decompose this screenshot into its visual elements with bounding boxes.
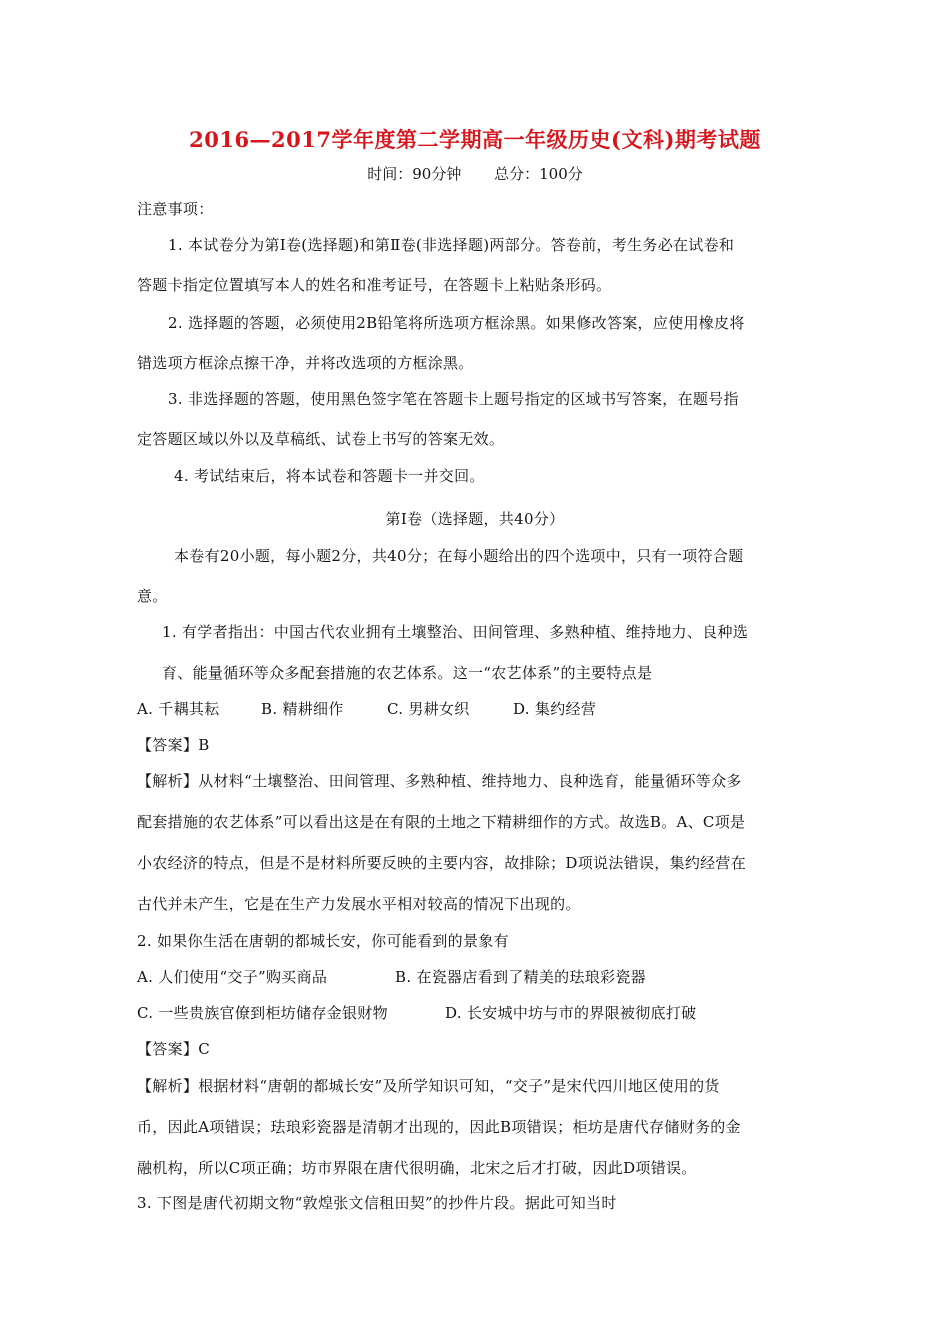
- q2-option-d: D. 长安城中坊与市的界限被彻底打破: [445, 1004, 697, 1022]
- q1-analysis-line-4: 古代并未产生，它是在生产力发展水平相对较高的情况下出现的。: [137, 895, 581, 913]
- exam-meta: [0, 163, 950, 184]
- exam-title: 2016—2017学年度第二学期高一年级历史(文科)期考试题: [189, 127, 761, 152]
- q1-analysis-line-1: 【解析】从材料“土壤整治、田间管理、多熟种植、维持地力、良种选育，能量循环等众多: [137, 772, 742, 790]
- notice-item-1-line-2: 答题卡指定位置填写本人的姓名和准考证号，在答题卡上粘贴条形码。: [137, 276, 612, 294]
- q1-stem-line-1: 1. 有学者指出：中国古代农业拥有土壤整治、田间管理、多熟种植、维持地力、良种选: [162, 623, 749, 641]
- q2-option-c: C. 一些贵族官僚到柜坊储存金银财物: [137, 1004, 388, 1022]
- q2-options-row-1: [137, 966, 646, 987]
- exam-time: 时间：90分钟: [367, 165, 462, 183]
- q1-options: [137, 698, 596, 719]
- notice-item-2-line-1: 2. 选择题的答题，必须使用2B铅笔将所选项方框涂黑。如果修改答案，应使用橡皮将: [168, 314, 745, 332]
- section-heading: 第Ⅰ卷（选择题，共40分）: [385, 510, 565, 528]
- notice-heading: 注意事项：: [137, 200, 214, 218]
- notice-item-2-line-2: 错选项方框涂点擦干净，并将改选项的方框涂黑。: [137, 354, 474, 372]
- q1-stem-line-2: 育、能量循环等众多配套措施的农艺体系。这一“农艺体系”的主要特点是: [162, 664, 653, 682]
- q1-answer: 【答案】B: [137, 736, 210, 754]
- q1-option-d: D. 集约经营: [513, 700, 597, 718]
- section-intro-line-2: 意。: [137, 587, 168, 605]
- q1-option-b: B. 精耕细作: [261, 700, 344, 718]
- q2-option-b: B. 在瓷器店看到了精美的珐琅彩瓷器: [395, 968, 646, 986]
- notice-item-1-line-1: 1. 本试卷分为第Ⅰ卷(选择题)和第Ⅱ卷(非选择题)两部分。答卷前，考生务必在试卷和: [168, 236, 735, 254]
- q1-option-a: A. 千耦其耘: [137, 700, 220, 718]
- q3-stem: 3. 下图是唐代初期文物“敦煌张文信租田契”的抄件片段。据此可知当时: [137, 1194, 617, 1212]
- q1-option-c: C. 男耕女织: [387, 700, 470, 718]
- q2-analysis-line-3: 融机构，所以C项正确；坊市界限在唐代很明确，北宋之后才打破，因此D项错误。: [137, 1159, 697, 1177]
- q1-analysis-line-3: 小农经济的特点，但是不是材料所要反映的主要内容，故排除；D项说法错误，集约经营在: [137, 854, 747, 872]
- q2-options-row-2: [137, 1002, 696, 1023]
- q2-option-a: A. 人们使用“交子”购买商品: [137, 968, 328, 986]
- q2-analysis-line-1: 【解析】根据材料“唐朝的都城长安”及所学知识可知，“交子”是宋代四川地区使用的货: [137, 1077, 720, 1095]
- q2-analysis-line-2: 币，因此A项错误；珐琅彩瓷器是清朝才出现的，因此B项错误；柜坊是唐代存储财务的金: [137, 1118, 741, 1136]
- notice-item-4: 4. 考试结束后，将本试卷和答题卡一并交回。: [174, 467, 485, 485]
- exam-score: 总分：100分: [494, 165, 583, 183]
- q2-answer: 【答案】C: [137, 1040, 210, 1058]
- q1-analysis-line-2: 配套措施的农艺体系”可以看出这是在有限的土地之下精耕细作的方式。故选B。A、C项是: [137, 813, 746, 831]
- section-intro-line-1: 本卷有20小题，每小题2分，共40分；在每小题给出的四个选项中，只有一项符合题: [174, 547, 744, 565]
- q2-stem: 2. 如果你生活在唐朝的都城长安，你可能看到的景象有: [137, 932, 509, 950]
- notice-item-3-line-1: 3. 非选择题的答题，使用黑色签字笔在答题卡上题号指定的区域书写答案，在题号指: [168, 390, 739, 408]
- notice-item-3-line-2: 定答题区域以外以及草稿纸、试卷上书写的答案无效。: [137, 430, 505, 448]
